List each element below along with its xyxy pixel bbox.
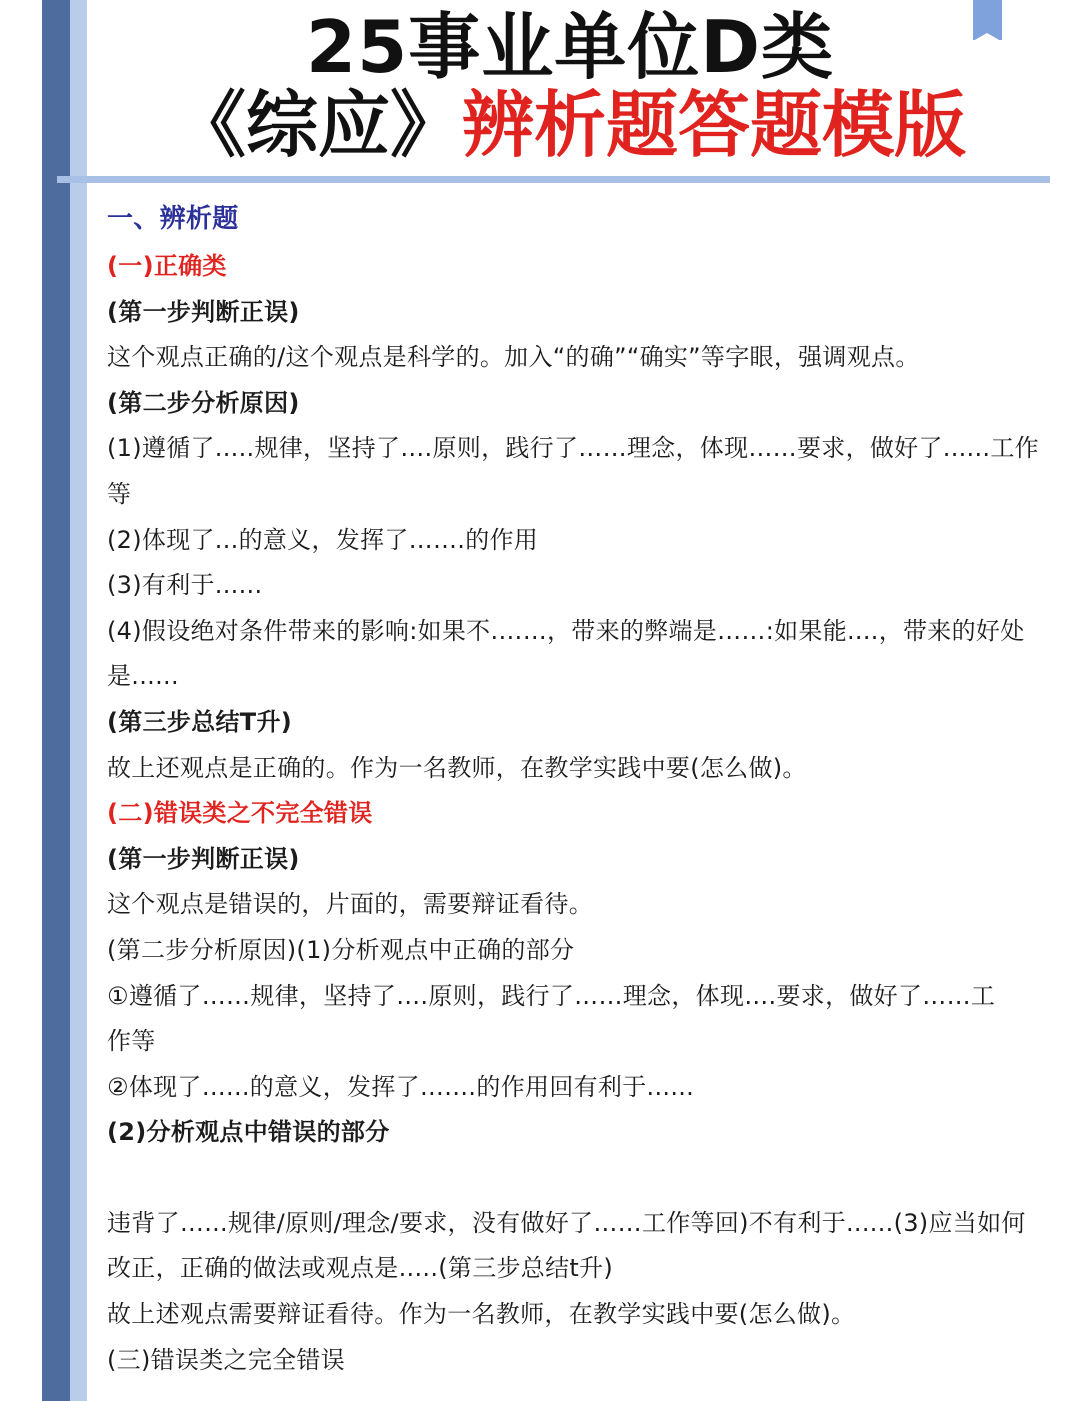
paragraph: 故上述观点需要辩证看待。作为一名教师，在教学实践中要(怎么做)。 — [107, 1300, 856, 1329]
list-item-continued: 是...... — [107, 662, 179, 691]
paragraph: (第二步分析原因)(1)分析观点中正确的部分 — [107, 935, 575, 964]
document-body — [107, 195, 1057, 1383]
list-item: (4)假设绝对条件带来的影响:如果不.……，带来的弊端是……:如果能....，带来的好处 — [107, 616, 1025, 645]
paragraph: 这个观点是错误的，片面的，需要辩证看待。 — [107, 890, 593, 919]
binder-strip-dark — [42, 0, 70, 1401]
list-item: ②体现了…...的意义，发挥了….…的作用回有利于...... — [107, 1072, 695, 1101]
section-heading: 一、辨析题 — [107, 204, 239, 234]
list-item: (3)有利于...... — [107, 571, 263, 600]
paragraph: 这个观点正确的/这个观点是科学的。加入“的确”“确实”等字眼，强调观点。 — [107, 343, 920, 372]
paragraph: 故上还观点是正确的。作为一名教师，在教学实践中要(怎么做)。 — [107, 753, 807, 782]
list-item-continued: 等 — [107, 479, 132, 508]
list-item-continued: 作等 — [107, 1027, 156, 1056]
step-label: (2)分析观点中错误的部分 — [107, 1118, 390, 1147]
step-label: (第二步分析原因) — [107, 388, 300, 417]
spacer — [107, 1156, 1057, 1201]
subsection-heading-correct: (一)正确类 — [107, 252, 227, 280]
subsection-heading-partial-wrong: (二)错误类之不完全错误 — [107, 799, 373, 828]
page-title-subject: 《综应》 — [173, 83, 462, 167]
paragraph-continued: 改正，正确的做法或观点是.....(第三步总结t升) — [107, 1254, 614, 1283]
paragraph: 违背了…...规律/原则/理念/要求，没有做好了……工作等回)不有利于......(3)应当如何 — [107, 1208, 1026, 1237]
list-item: (1)遵循了.....规律，坚持了….原则，践行了……理念，体现……要求，做好了......工作 — [107, 434, 1039, 463]
page-title-line1: 25事业单位D类 — [306, 5, 834, 89]
title-divider — [57, 176, 1050, 183]
subsection-heading-complete-wrong: (三)错误类之完全错误 — [107, 1345, 346, 1374]
step-label: (第一步判断正误) — [107, 297, 300, 326]
page-title-line2 — [90, 84, 1050, 166]
list-item: (2)体现了...的意义，发挥了…….的作用 — [107, 525, 539, 554]
binder-strip-light — [70, 0, 87, 1401]
step-label: (第一步判断正误) — [107, 844, 300, 873]
page-title-topic: 辨析题答题模版 — [462, 83, 967, 167]
list-item: ①遵循了……规律，坚持了….原则，践行了……理念，体现….要求，做好了……工 — [107, 981, 996, 1010]
step-label: (第三步总结T升) — [107, 707, 293, 736]
